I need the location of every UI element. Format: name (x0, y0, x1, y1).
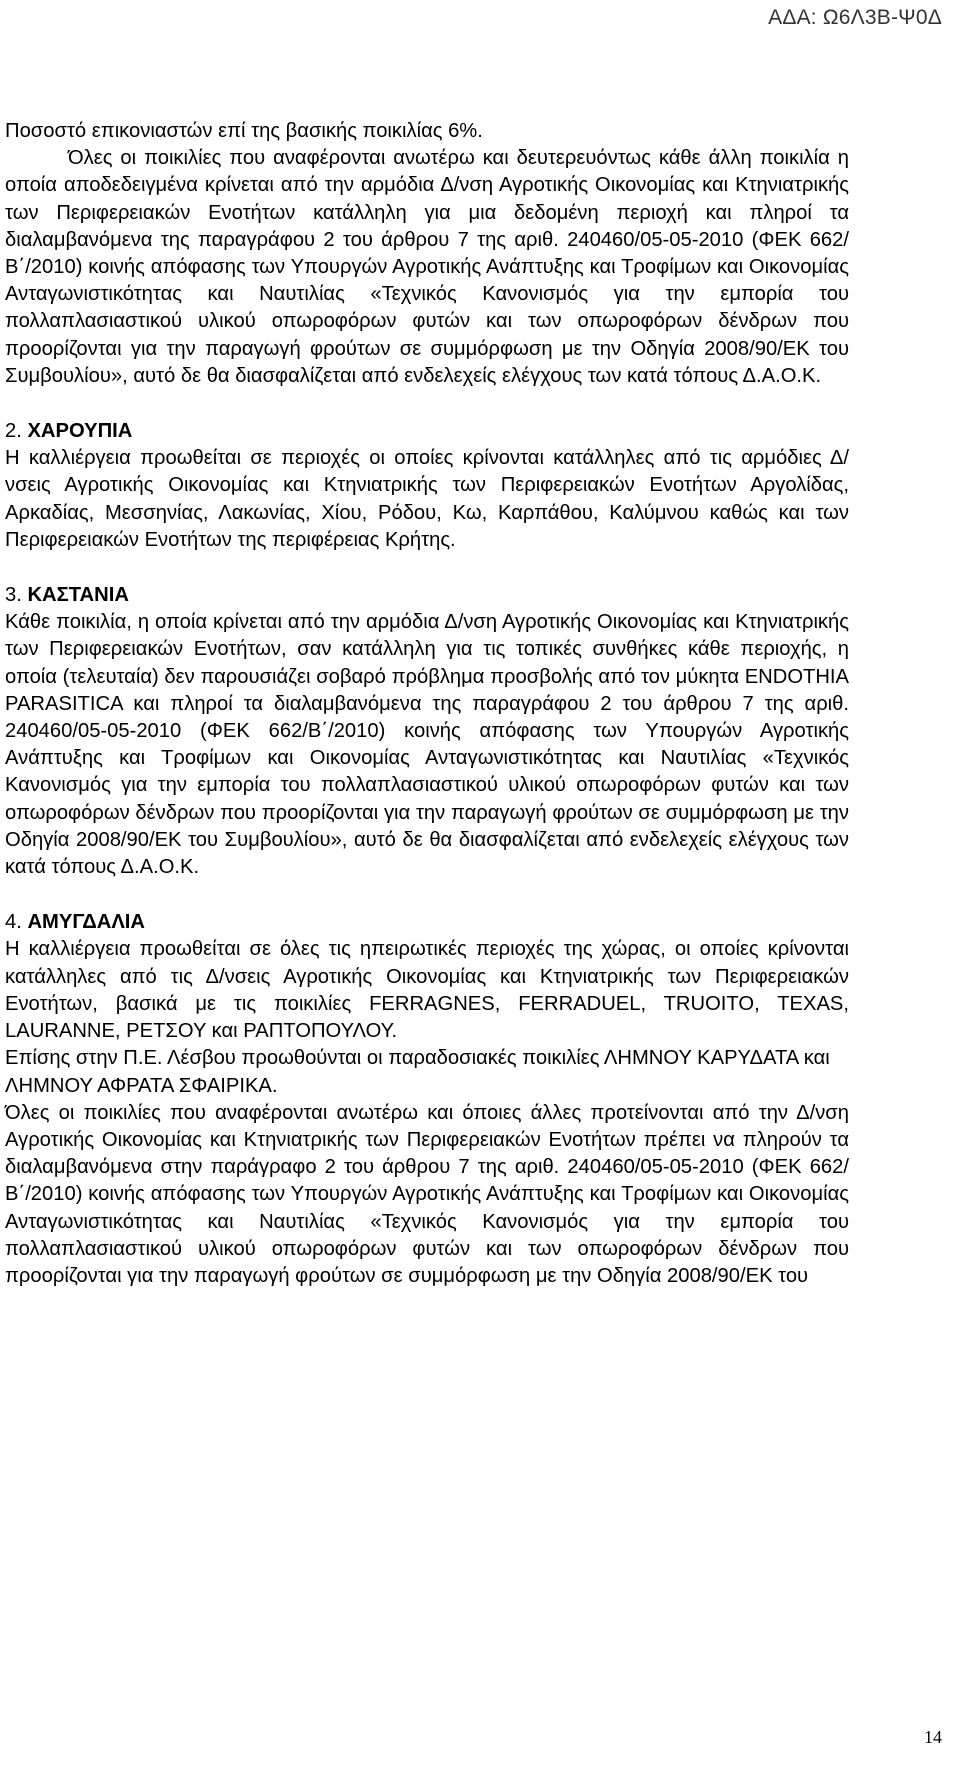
spacer (5, 881, 849, 909)
ada-code: ΑΔΑ: Ω6Λ3Β-Ψ0Δ (768, 6, 942, 29)
paragraph-carob: Η καλλιέργεια προωθείται σε περιοχές οι οποίες κρίνονται κατάλληλες από τις αρμόδιες Δ/νσεις Αγροτικής Οικονομίας και Κτηνιατρικής των Περιφερειακών Ενοτήτων Αργολίδας, Αρκαδίας, Μεσσηνίας, Λακωνίας, Χίου, Ρόδου, Κω, Καρπάθου, Καλύμνου καθώς και των Περιφερειακών Ενοτήτων της περιφέρειας Κρήτης. (5, 447, 849, 551)
page-number: 14 (924, 1727, 942, 1747)
section-number: 2. (5, 420, 22, 443)
section-number: 4. (5, 911, 22, 934)
paragraph-almond-lesvos: Επίσης στην Π.Ε. Λέσβου προωθούνται οι παραδοσιακές ποικιλίες ΛΗΜΝΟΥ ΚΑΡΥΔΑΤΑ και ΛΗΜΝΟΥ ΑΦΡΑΤΑ ΣΦΑΙΡΙΚΑ. (5, 1047, 830, 1097)
document-body (5, 118, 849, 1290)
section-number: 3. (5, 584, 22, 607)
section-title: ΑΜΥΓΔΑΛΙΑ (27, 911, 145, 934)
section-title: ΚΑΣΤΑΝΙΑ (27, 584, 129, 607)
section-heading-chestnut (5, 582, 849, 609)
section-heading-carob (5, 418, 849, 445)
paragraph-almond-regions: Η καλλιέργεια προωθείται σε όλες τις ηπειρωτικές περιοχές της χώρας, οι οποίες κρίνονται κατάλληλες από τις Δ/νσεις Αγροτικής Οικονομίας και Κτηνιατρικής των Περιφερειακών Ενοτήτων, βασικά με τις ποικιλίες FERRAGNES, FERRADUEL, TRUOITO, TEXAS, LAURANNE, ΡΕΤΣΟΥ και ΡΑΠΤΟΠΟΥΛΟΥ. (5, 938, 849, 1043)
paragraph-pollinators: Ποσοστό επικονιαστών επί της βασικής ποικιλίας 6%. (5, 120, 483, 142)
paragraph-varieties: Όλες οι ποικιλίες που αναφέρονται ανωτέρω και δευτερευόντως κάθε άλλη ποικιλία η οποία αποδεδειγμένα κρίνεται από την αρμόδια Δ/νση Αγροτικής Οικονομίας και Κτηνιατρικής των Περιφερειακών Ενοτήτων κατάλληλη για μια δεδομένη περιοχή και πληροί τα διαλαμβανόμενα της παραγράφου 2 του άρθρου 7 της αριθ. 240460/05-05-2010 (ΦΕΚ 662/Β΄/2010) κοινής απόφασης των Υπουργών Αγροτικής Ανάπτυξης και Τροφίμων και Οικονομίας Ανταγωνιστικότητας και Ναυτιλίας «Τεχνικός Κανονισμός για την εμπορία του πολλαπλασιαστικού υλικού οπωροφόρων φυτών και των οπωροφόρων δένδρων που προορίζονται για την παραγωγή φρούτων σε συμμόρφωση με την Οδηγία 2008/90/ΕΚ του Συμβουλίου», αυτό δε θα διασφαλίζεται από ενδελεχείς ελέγχους των κατά τόπους Δ.Α.Ο.Κ. (5, 147, 849, 387)
paragraph-almond-requirements: Όλες οι ποικιλίες που αναφέρονται ανωτέρω και όποιες άλλες προτείνονται από την Δ/νση Αγροτικής Οικονομίας και Κτηνιατρικής των Περιφερειακών Ενοτήτων πρέπει να πληρούν τα διαλαμβανόμενα στην παράγραφο 2 του άρθρου 7 της αριθ. 240460/05-05-2010 (ΦΕΚ 662/Β΄/2010) κοινής απόφασης των Υπουργών Αγροτικής Ανάπτυξης και Τροφίμων και Οικονομίας Ανταγωνιστικότητας και Ναυτιλίας «Τεχνικός Κανονισμός για την εμπορία του πολλαπλασιαστικού υλικού οπωροφόρων φυτών και των οπωροφόρων δένδρων που προορίζονται για την παραγωγή φρούτων σε συμμόρφωση με την Οδηγία 2008/90/ΕΚ του (5, 1101, 849, 1287)
spacer (5, 390, 849, 418)
section-heading-almond (5, 909, 849, 936)
paragraph-chestnut: Κάθε ποικιλία, η οποία κρίνεται από την αρμόδια Δ/νση Αγροτικής Οικονομίας και Κτηνιατρικής των Περιφερειακών Ενοτήτων, σαν κατάλληλη για τις τοπικές συνθήκες κάθε περιοχής, η οποία (τελευταία) δεν παρουσιάζει σοβαρό πρόβλημα προσβολής από τον μύκητα ENDOTHIA PARASITICA και πληροί τα διαλαμβανόμενα της παραγράφου 2 του άρθρου 7 της αριθ. 240460/05-05-2010 (ΦΕΚ 662/Β΄/2010) κοινής απόφασης των Υπουργών Αγροτικής Ανάπτυξης και Τροφίμων και Οικονομίας Ανταγωνιστικότητας και Ναυτιλίας «Τεχνικός Κανονισμός για την εμπορία του πολλαπλασιαστικού υλικού οπωροφόρων φυτών και των οπωροφόρων δένδρων που προορίζονται για την παραγωγή φρούτων σε συμμόρφωση με την Οδηγία 2008/90/ΕΚ του Συμβουλίου», αυτό δε θα διασφαλίζεται από ενδελεχείς ελέγχους των κατά τόπους Δ.Α.Ο.Κ. (5, 611, 849, 879)
spacer (5, 554, 849, 582)
section-title: ΧΑΡΟΥΠΙΑ (27, 420, 133, 443)
